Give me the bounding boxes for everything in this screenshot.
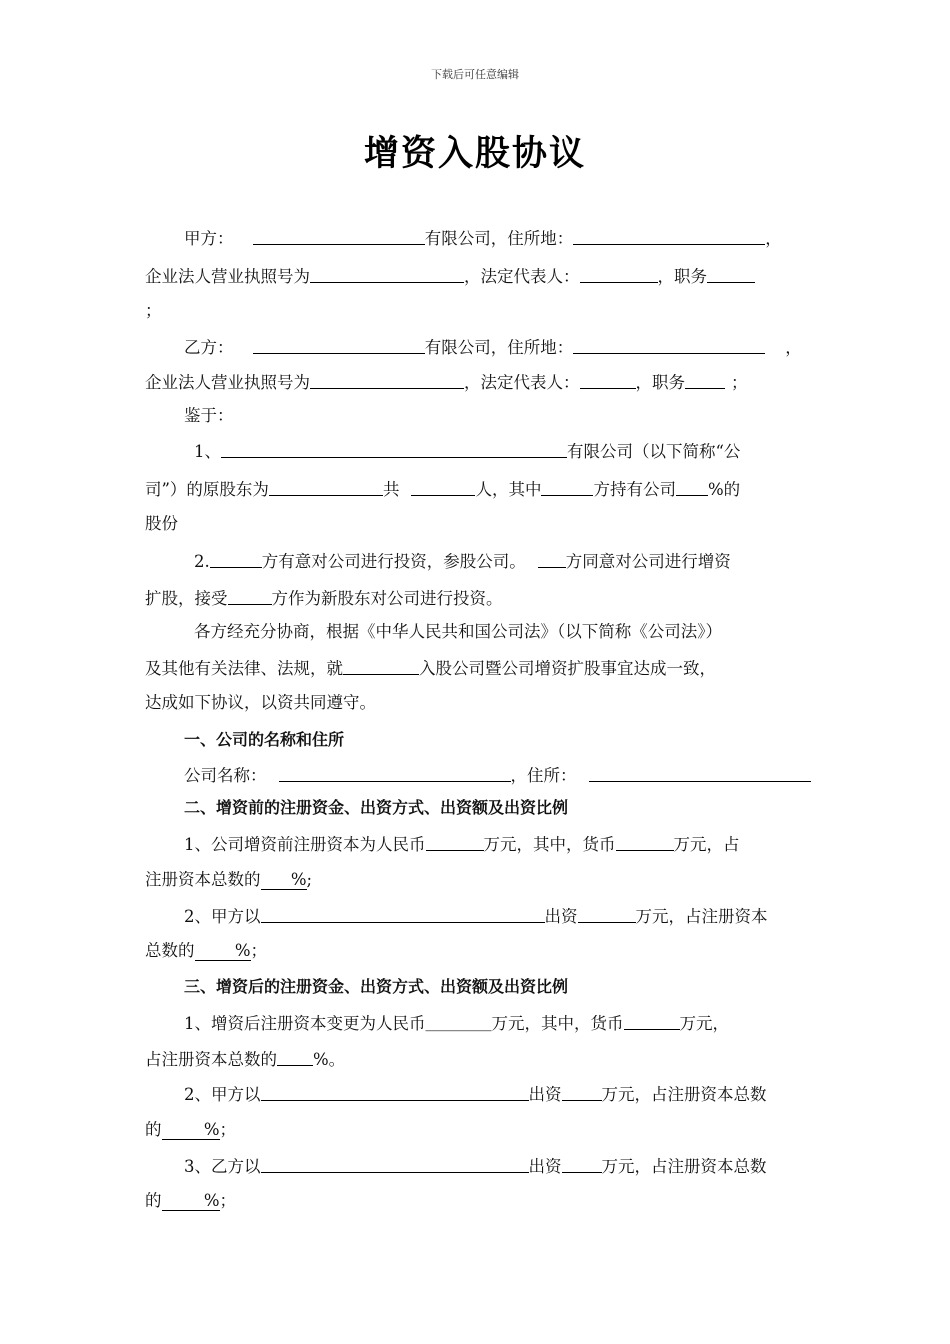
party-a-contribution-form-blank[interactable] (261, 904, 545, 923)
company-address-blank[interactable] (589, 763, 811, 782)
section3-heading: 三、增资后的注册资金、出资方式、出资额及出资比例 (184, 977, 569, 996)
section1-name-line: 公司名称： ，住所： (184, 763, 811, 787)
section2-item2-line2: 总数的 %； (145, 941, 267, 960)
party-a-position-blank[interactable] (707, 264, 755, 283)
item1-line2: 司”）的原股东为 共 人，其中 方持有公司 %的 (145, 477, 740, 501)
joining-party-blank[interactable] (343, 656, 419, 675)
item1-line3: 股份 (145, 514, 178, 533)
party-a-line: 甲方： 有限公司，住所地： ， (184, 226, 782, 250)
pre-capital-blank[interactable] (426, 832, 484, 851)
party-b-line: 乙方： 有限公司，住所地： ， (184, 335, 802, 359)
company-party-blank[interactable] (538, 549, 566, 568)
section2-item1-line2: 注册资本总数的 %; (145, 870, 313, 889)
party-a-percent-blank[interactable]: % (195, 942, 251, 961)
post-percent-blank[interactable] (277, 1047, 313, 1066)
shareholder-count-blank[interactable] (411, 477, 475, 496)
party-b-position-blank[interactable] (685, 370, 725, 389)
page-header-note: 下载后可任意编辑 (431, 68, 519, 81)
whereas-label: 鉴于： (184, 406, 234, 425)
post-party-a-percent-blank[interactable]: % (162, 1121, 220, 1140)
item2-line1: 2. 方有意对公司进行投资，参股公司。 方同意对公司进行增资 (194, 549, 731, 573)
party-a-end: ； (145, 301, 162, 320)
section2-item2-line1: 2、甲方以 出资 万元，占注册资本 (184, 904, 768, 928)
party-b-license-blank[interactable] (310, 370, 464, 389)
section2-item1-line1: 1、公司增资前注册资本为人民币 万元，其中，货币 万元，占 (184, 832, 740, 856)
party-a-rep-blank[interactable] (580, 264, 658, 283)
item2-line2: 扩股，接受 方作为新股东对公司进行投资。 (145, 586, 503, 610)
agreement-para-line1: 各方经充分协商，根据《中华人民共和国公司法》（以下简称《公司法》） (194, 622, 722, 641)
party-a-license-blank[interactable] (310, 264, 464, 283)
section3-item2-line2: 的 %； (145, 1120, 236, 1139)
post-currency-blank[interactable] (624, 1011, 680, 1030)
document-title: 增资入股协议 (363, 134, 586, 174)
section3-item3-line1: 3、乙方以 出资 万元，占注册资本总数 (184, 1154, 767, 1178)
new-shareholder-party-blank[interactable] (228, 586, 272, 605)
post-party-b-form-blank[interactable] (261, 1154, 529, 1173)
pre-currency-blank[interactable] (616, 832, 674, 851)
agreement-para-line2: 及其他有关法律、法规，就 入股公司暨公司增资扩股事宜达成一致， (145, 656, 716, 680)
section1-heading: 一、公司的名称和住所 (184, 730, 345, 749)
holding-party-blank[interactable] (541, 477, 593, 496)
original-shareholders-blank[interactable] (269, 477, 383, 496)
company-name-blank[interactable] (221, 439, 567, 458)
party-a-contribution-amount-blank[interactable] (578, 904, 636, 923)
party-a-address-blank[interactable] (573, 226, 765, 245)
post-party-b-percent-blank[interactable]: % (162, 1192, 220, 1211)
party-b-address-blank[interactable] (573, 335, 765, 354)
agreement-para-line3: 达成如下协议，以资共同遵守。 (145, 693, 376, 712)
post-capital-blank[interactable]: ＿＿＿＿ (425, 1014, 492, 1033)
company-name-field-blank[interactable] (279, 763, 511, 782)
section3-item3-line2: 的 %； (145, 1191, 236, 1210)
party-a-name-blank[interactable] (253, 226, 425, 245)
holding-percent-blank[interactable] (676, 477, 708, 496)
investor-party-blank[interactable] (210, 549, 262, 568)
pre-percent-blank[interactable]: % (261, 871, 307, 890)
post-party-a-amount-blank[interactable] (562, 1082, 602, 1101)
party-b-rep-blank[interactable] (580, 370, 636, 389)
party-a-license-line: 企业法人营业执照号为 ，法定代表人： ，职务 (145, 264, 755, 288)
section3-item1-line1: 1、增资后注册资本变更为人民币＿＿＿＿万元，其中，货币 万元， (184, 1011, 729, 1035)
section3-item1-line2: 占注册资本总数的 %。 (145, 1047, 345, 1071)
party-b-license-line: 企业法人营业执照号为 ，法定代表人： ，职务 ； (145, 370, 748, 394)
item1-line1: 1、 有限公司（以下简称“公 (194, 439, 740, 463)
party-b-name-blank[interactable] (253, 335, 425, 354)
section2-heading: 二、增资前的注册资金、出资方式、出资额及出资比例 (184, 798, 569, 817)
post-party-b-amount-blank[interactable] (562, 1154, 602, 1173)
post-party-a-form-blank[interactable] (261, 1082, 529, 1101)
section3-item2-line1: 2、甲方以 出资 万元，占注册资本总数 (184, 1082, 767, 1106)
